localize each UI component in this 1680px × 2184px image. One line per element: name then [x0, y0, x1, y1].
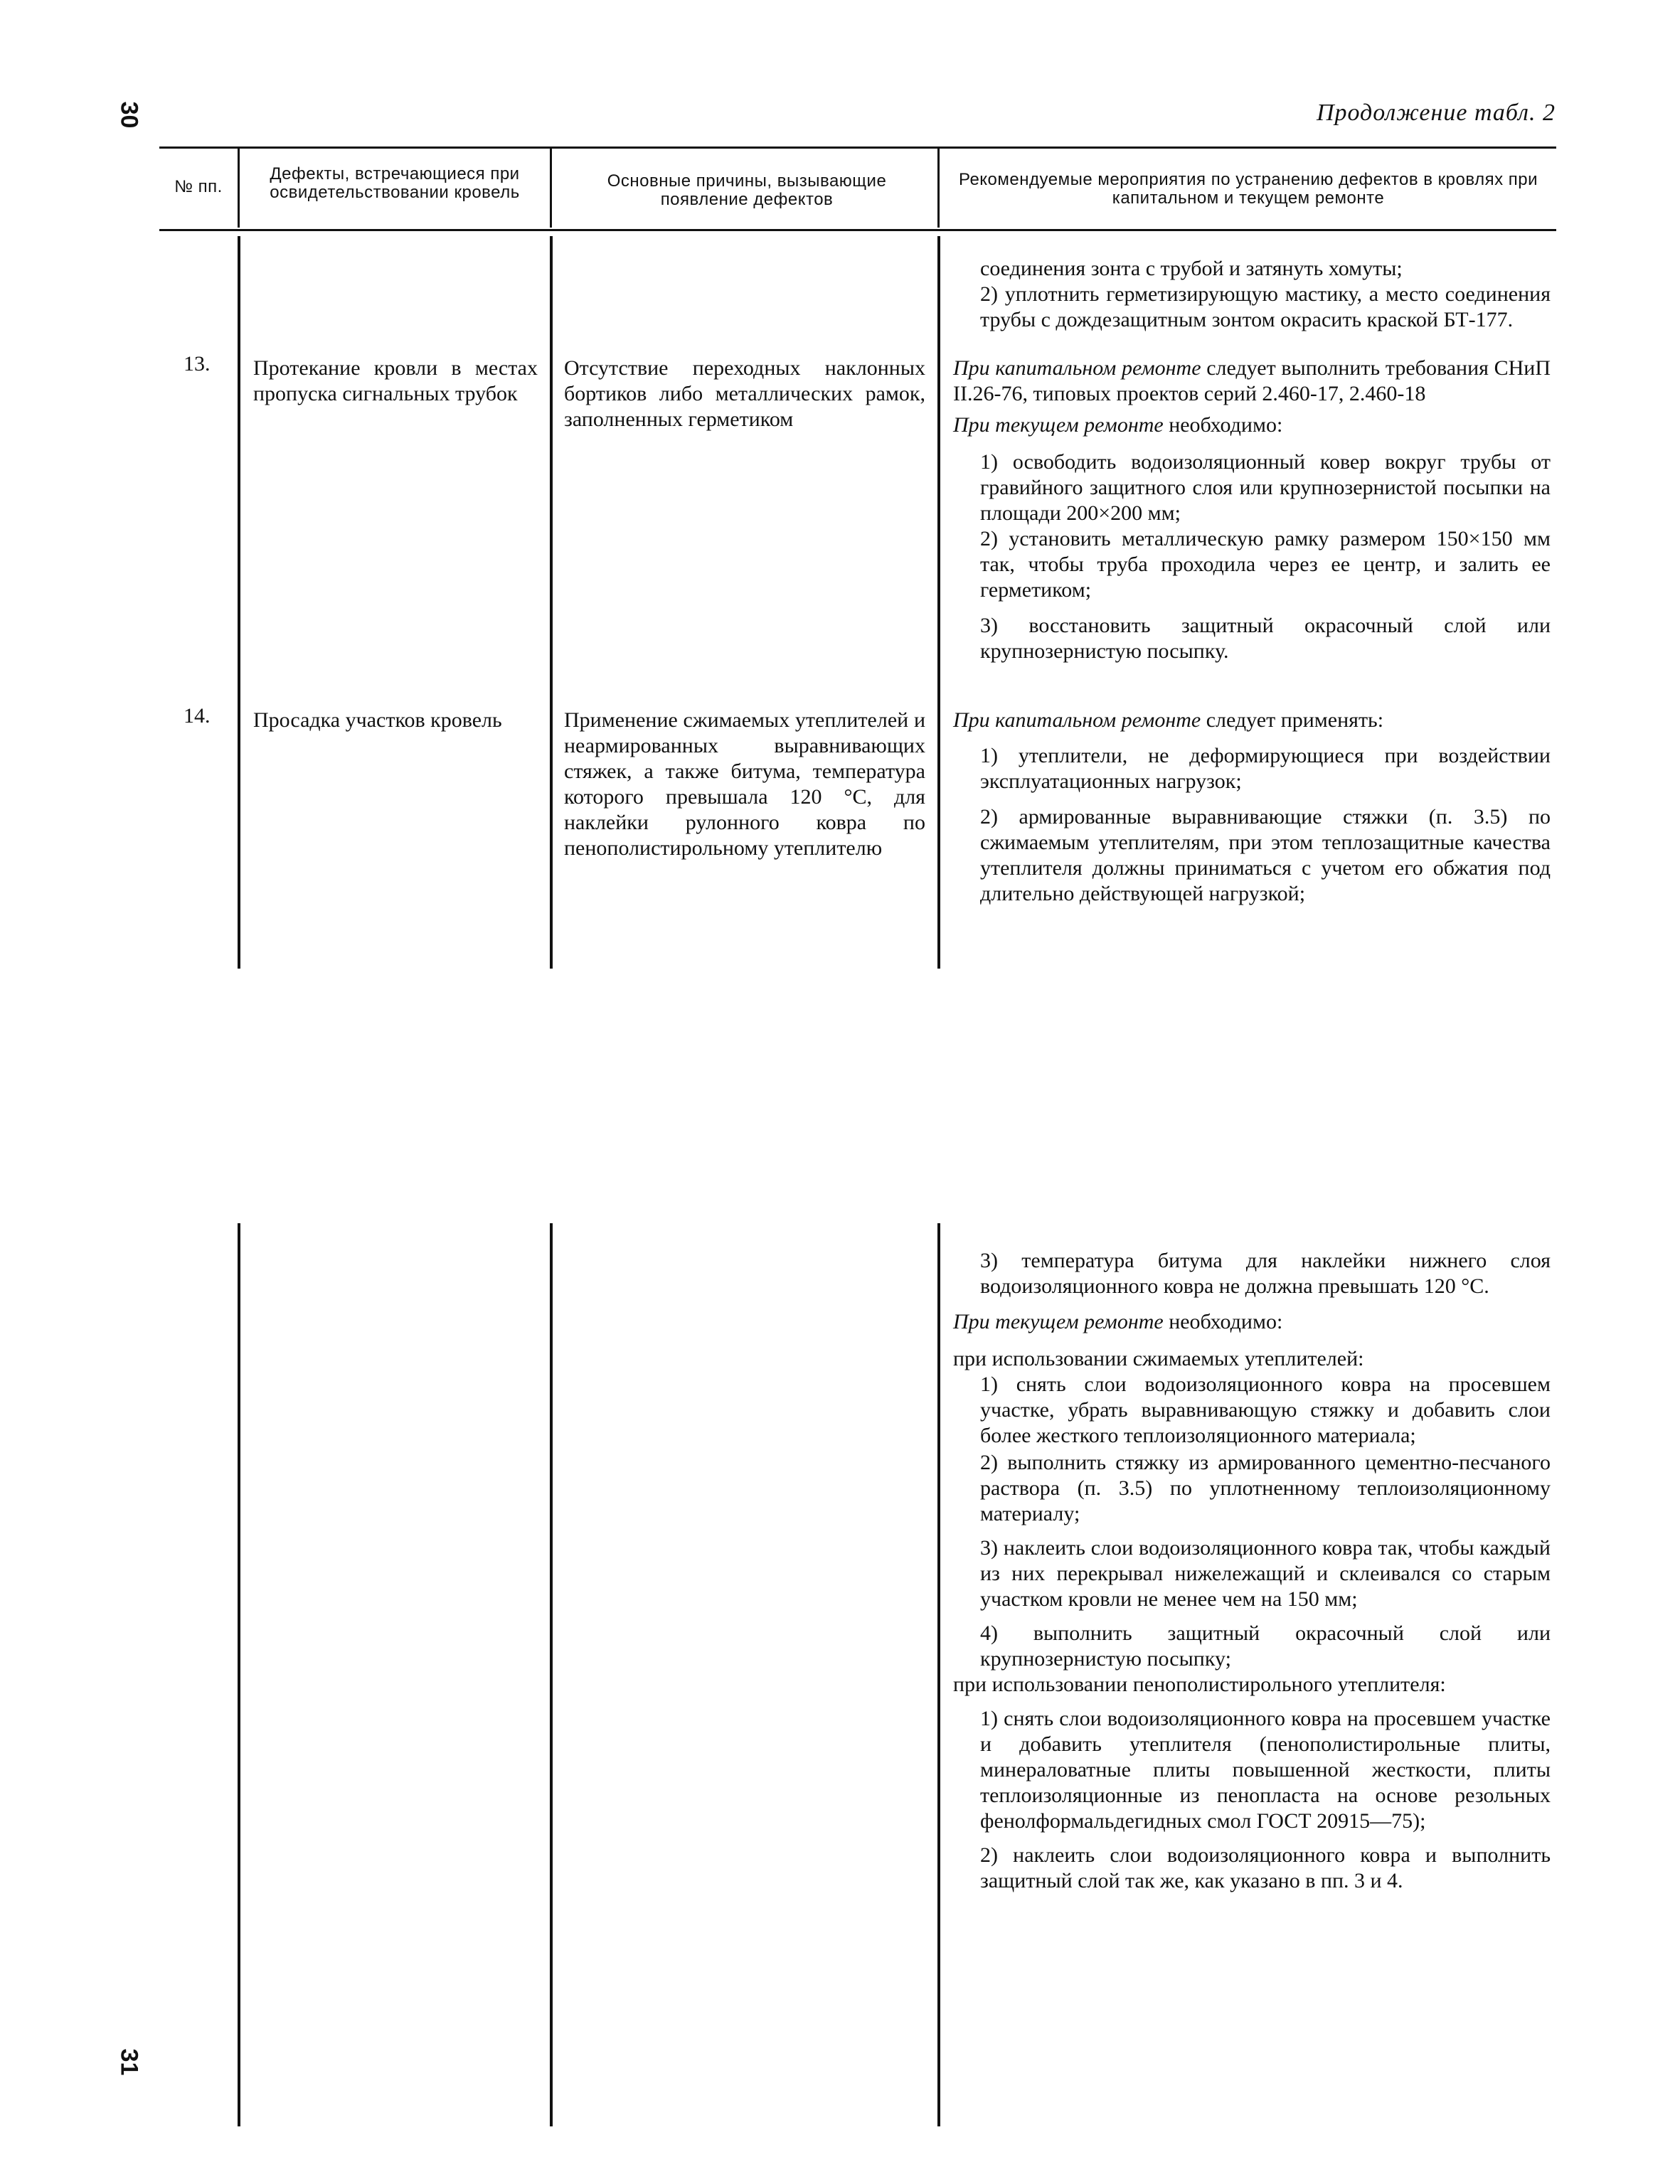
row-14-capital-repair — [953, 708, 1551, 733]
header-measures: Рекомендуемые мероприятия по устранению дефектов в кровлях при капитальном и текущем ремонте — [958, 170, 1538, 208]
row-13-item-3: 3) восстановить защитный окрасочный слой или крупнозернистую посыпку. — [980, 614, 1551, 663]
column-divider — [238, 236, 240, 969]
group-2-item-1: 1) снять слои водоизоляционного ковра на просевшем участке и добавить утеплителя (пенополистирольные плиты, минераловатные плиты повышенной жесткости, плиты теплоизоляционные из пенопласта на основе резольных фенолформальдегидных смол ГОСТ 20915—75); — [980, 1707, 1551, 1833]
row-13-cause: Отсутствие переходных наклонных бортиков либо металлических рамок, заполненных герметиком — [564, 356, 925, 431]
row-13-defect: Протекание кровли в местах пропуска сигнальных трубок — [253, 356, 538, 405]
capital-repair-label: При капитальном ремонте — [953, 356, 1201, 380]
row-14-measures-capital — [953, 708, 1551, 912]
current-repair-label: При текущем ремонте — [953, 413, 1164, 437]
carry-over-item-2: 2) уплотнить герметизирующую мастику, а место соединения трубы с дождезащитным зонтом окрасить краской БТ-177. — [980, 282, 1551, 331]
group-1-item-2: 2) выполнить стяжку из армированного цементно-песчаного раствора (п. 3.5) по уплотненному теплоизоляционному материалу; — [980, 1451, 1551, 1525]
row-13-capital-repair — [953, 356, 1551, 407]
row-14-measures-continued — [953, 1248, 1551, 1900]
header-divider — [937, 148, 940, 228]
group-1-item-3: 3) наклеить слои водоизоляционного ковра так, чтобы каждый из них перекрывал нижележащий и склеивался со старым участком кровли не менее чем на 150 мм; — [980, 1536, 1551, 1611]
group-1-item-1: 1) снять слои водоизоляционного ковра на просевшем участке, убрать выравнивающую стяжку и добавить слои более жесткого теплоизоляционного материала; — [980, 1373, 1551, 1447]
row-14-capital-item-1: 1) утеплители, не деформирующиеся при воздействии эксплуатационных нагрузок; — [980, 744, 1551, 793]
column-divider — [238, 1223, 240, 2126]
capital-repair-text: следует выполнить требования СНиП II.26-76, типовых проектов серий 2.460-17, 2.460-18 — [953, 356, 1551, 405]
group-2-intro: при использовании пенополистирольного утеплителя: — [953, 1673, 1446, 1696]
header-divider — [238, 148, 240, 228]
row-13-number: 13. — [184, 352, 211, 375]
row-13-item-2: 2) установить металлическую рамку размером 150×150 мм так, чтобы труба проходила через ее центр, и залить ее герметиком; — [980, 527, 1551, 602]
current-repair-text: необходимо: — [1169, 1310, 1283, 1333]
row-14-defect: Просадка участков кровель — [253, 708, 502, 732]
column-divider — [937, 1223, 940, 2126]
row-14-capital-item-2: 2) армированные выравнивающие стяжки (п. 3.5) по сжимаемым утеплителям, при этом теплозащитные качества утеплителя должны приниматься с учетом его обжатия под длительно действующей нагрузкой; — [980, 805, 1551, 905]
capital-repair-text: следует применять: — [1206, 708, 1384, 732]
row-13-item-1: 1) освободить водоизоляционный ковер вокруг трубы от гравийного защитного слоя или крупнозернистой посыпки на площади 200×200 мм; — [980, 450, 1551, 525]
row-13-measures — [953, 356, 1551, 670]
row-14-current-repair — [953, 1309, 1551, 1335]
current-repair-text: необходимо: — [1169, 413, 1283, 437]
column-divider — [937, 236, 940, 969]
table-top-rule — [159, 147, 1556, 149]
group-2-item-2: 2) наклеить слои водоизоляционного ковра и выполнить защитный слой так же, как указано в пп. 3 и 4. — [980, 1843, 1551, 1892]
table-header-rule — [159, 229, 1556, 231]
continuation-label: Продолжение табл. 2 — [1316, 100, 1556, 126]
header-num: № пп. — [174, 177, 223, 196]
header-causes: Основные причины, вызывающие появление дефектов — [607, 171, 887, 209]
group-1-item-4: 4) выполнить защитный окрасочный слой или крупнозернистую посыпку; — [980, 1621, 1551, 1671]
capital-repair-label: При капитальном ремонте — [953, 708, 1201, 732]
column-divider — [550, 236, 553, 969]
carry-over-line: соединения зонта с трубой и затянуть хомуты; — [980, 257, 1403, 280]
row-13-current-repair — [953, 412, 1551, 438]
row-14-capital-item-3: 3) температура битума для наклейки нижнего слоя водоизоляционного ковра не должна превышать 120 °С. — [980, 1249, 1551, 1298]
row-14-cause: Применение сжимаемых утеплителей и неармированных выравнивающих стяжек, а также битума, температура которого превышала 120 °С, для наклейки рулонного ковра по пенополистирольному утеплителю — [564, 708, 925, 860]
header-divider — [550, 148, 552, 228]
page-number-top: 30 — [115, 101, 143, 129]
column-divider — [550, 1223, 553, 2126]
row-14-number: 14. — [184, 704, 211, 728]
header-defects: Дефекты, встречающиеся при освидетельствовании кровель — [270, 164, 520, 202]
group-1-intro: при использовании сжимаемых утеплителей: — [953, 1347, 1364, 1370]
current-repair-label: При текущем ремонте — [953, 1310, 1164, 1333]
carry-over-measures — [953, 256, 1551, 339]
page-number-bottom: 31 — [115, 2048, 143, 2076]
